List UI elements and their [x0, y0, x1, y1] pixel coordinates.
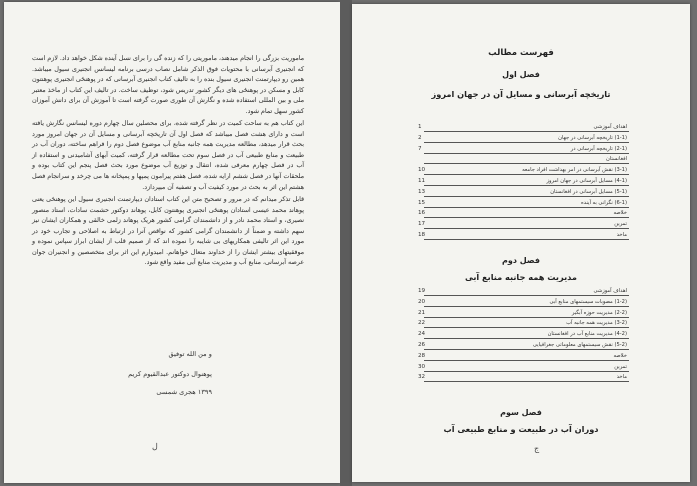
chapter2-title: مدیریت همه جانبه منابع آبی — [465, 272, 577, 282]
left-page-number: ل — [152, 442, 158, 451]
chapter2-toc-entry — [418, 318, 629, 328]
chapter3-title: دوران آب در طبیعت و منابع طبیعی آب — [443, 424, 599, 434]
chapter1-toc-entry — [418, 122, 629, 132]
toc-entry-label: اهداف آموزشی — [593, 124, 627, 130]
toc-entry-page-number: 20 — [418, 298, 426, 305]
chapter2-toc-entry — [418, 372, 629, 382]
closing-phrase: و من الله توفیق — [168, 350, 212, 358]
toc-entry-label: (3-1) نقش آبرسانی در امر بهداشت افراد جامعه — [522, 167, 627, 174]
toc-entry-page-number: 11 — [418, 178, 426, 184]
toc-entry-page-number: 22 — [418, 320, 426, 327]
toc-entry-label: (1-2) مصوبات سیستمهای منابع آبی — [549, 298, 627, 305]
toc-entry-label: ماخذ — [616, 374, 627, 381]
chapter2-toc-entry — [418, 297, 629, 307]
toc-entry-label: (4-1) مسایل آبرسانی در جهان امروز — [546, 178, 627, 184]
toc-entry-label: تمرین — [614, 221, 627, 228]
toc-entry-page-number: 30 — [418, 363, 426, 370]
toc-entry-label: (1-1) تاریخچه آبرسانی در جهان — [558, 134, 627, 141]
toc-entry-page-number: 2 — [418, 134, 422, 141]
chapter1-toc-entry — [418, 187, 629, 197]
chapter1-toc-entry — [418, 219, 629, 229]
toc-entry-label: (4-2) مدیریت منابع آب در افغانستان — [547, 331, 627, 338]
left-page — [4, 2, 340, 483]
toc-entry-label: تمرین — [614, 363, 627, 370]
toc-entry-page-number: 1 — [418, 124, 422, 130]
chapter1-toc-entry — [424, 154, 629, 164]
toc-entry-page-number: 21 — [418, 309, 426, 316]
chapter1-toc-entry — [418, 165, 629, 175]
toc-entry-page-number: 16 — [418, 210, 426, 217]
toc-entry-page-number: 26 — [418, 342, 426, 348]
toc-entry-page-number: 15 — [418, 199, 426, 206]
right-page — [352, 4, 690, 482]
toc-entry-label: (2-2) مدیریت حوزه آبگیر — [571, 309, 627, 316]
toc-entry-page-number: 18 — [418, 232, 426, 238]
toc-entry-label: افغانستان — [605, 156, 627, 163]
chapter1-toc-entry — [418, 144, 629, 154]
author-name: پوهنوال دوکتور عبدالقیوم کریم — [128, 370, 212, 378]
chapter2-toc-entry — [418, 362, 629, 372]
chapter2-toc-entry — [418, 308, 629, 318]
chapter2-toc-entry — [418, 351, 629, 361]
toc-entry-page-number: 7 — [418, 145, 422, 152]
toc-entry-label: ماخذ — [616, 232, 627, 238]
toc-entry-label: (3-2) مدیریت همه جانبه آب — [566, 320, 627, 327]
chapter1-toc-entry — [418, 230, 629, 240]
preface-paragraph-1: ماموریت بزرگی را انجام میدهند، ماموریتی را که زنده گی را برای نسل آینده شکل خواهد داد. لازم است که انجنیری آبرسانی با محتویات فوق الذکر شامل نصاب درسی برنامه لیسانس انجنیری سیول میباشد. همین رو دیپارتمنت انجنیری سیول بنده را به تالیف کتاب انجنیری آبرسانی که در پوهنځی انجنیری پوهنتون کابل و مسکن در پوهنځی های دیگر کشور تدریس شود، توظیف ساخت. در تالیف این کتاب از ماخذ معتبر ملی و بین المللی استفاده شده و نگارش آن طوری صورت گرفته است تا آموزش آن برای دانش آموزان کشور سهل تمام شود. — [32, 55, 304, 115]
toc-entry-label: (5-2) نقش سیستمهای معلوماتی جغرافیایی — [532, 342, 627, 348]
chapter1-toc-entry — [418, 198, 629, 208]
chapter2-toc-entry — [418, 286, 629, 296]
chapter1-toc-entry — [418, 208, 629, 218]
toc-entry-page-number: 32 — [418, 374, 426, 381]
preface-paragraph-2: این کتاب هم به ساحت کمیت در نظر گرفته شده، برای محصلین سال چهارم دوره لیسانس نگارش یافته است و دارای هشت فصل میباشد که فصل اول آن تاریخچه آبرسانی و مسایل آن در جهان امروز مورد بحث قرار میدهد، مطالعه مدیریت همه جانبه منابع آب موضوع فصل دوم را فراهم ساخته، دوران آب در طبیعت و منابع طبیعی آب در فصل سوم تحت مطالعه قرار گرفته، کمیت آبهای آشامیدنی و استفاده از آب در فصل چهارم معرفی شده، انتقال و توزیع آب موضوع مورد بحث فصل پنجم این کتاب بوده و ملحقات آنها در فصل ششم ارایه شده، فصل هفتم پیرامون پمپها و پمپخانه ها می چرخد و سرانجام فصل هشتم این اثر به بحث در مورد کیفیت آب و تصفیه آن میپردازد. — [32, 120, 304, 191]
toc-entry-label: خلاصه — [613, 352, 627, 359]
chapter2-toc-entry — [418, 329, 629, 339]
toc-entry-page-number: 13 — [418, 188, 426, 195]
toc-entry-label: اهداف آموزشی — [593, 288, 627, 294]
toc-entry-page-number: 24 — [418, 331, 426, 338]
toc-entry-label: (6-1) نگرانی به آینده — [581, 199, 627, 206]
chapter3-label: فصل سوم — [500, 408, 542, 417]
chapter1-toc-entry — [418, 133, 629, 143]
toc-entry-page-number: 19 — [418, 288, 426, 294]
toc-entry-page-number: 28 — [418, 352, 426, 359]
toc-entry-label: (5-1) مسایل آبرسانی در افغانستان — [550, 188, 627, 195]
preface-paragraph-3: قابل تذکر میدانم که در مرور و تصحیح متن این کتاب استادان دیپارتمنت انجنیری سیول این پوهنځی یعنی پوهاند محمد عیسی استادان پوهنځی انجنیری پوهنتون کابل، پوهاند دوکتور حشمت سادات، استاد منصور نصیری، و استاد محمد نادر و از دانشمندان گرامی کشور هریک پوهاند زلمی خالقی و همکاران ایشان نیز سهم داشته و ضمناً از دانشمندان گرامی کشور که نواقص آنرا در ارتباط به اصلاحی و تجارب خود در مورد این اثر تالیفی همکاریهای بی شایبه را نموده اند که از صمیم قلب از ایشان ابراز سپاس نموده و موفقیتهای بیشتر ایشان را از خداوند متعال خواهانم. امیدوارم این اثر برای متخصصین و انجنیران جوان عرصه آبرسانی، منابع آب و مدیریت منابع آبی مفید واقع شود. — [32, 196, 304, 267]
year-text: ۱۳۹۹ هجری شمسی — [156, 388, 212, 396]
toc-entry-label: (2-1) تاریخچه آبرسانی در — [570, 145, 627, 152]
page-gutter — [340, 0, 352, 486]
chapter1-toc-entry — [418, 176, 629, 186]
toc-entry-page-number: 17 — [418, 221, 426, 228]
preface-text — [32, 54, 304, 271]
chapter1-title: تاریخچه آبرسانی و مسایل آن در جهان امروز — [431, 89, 611, 99]
chapter1-label: فصل اول — [502, 70, 540, 79]
toc-entry-page-number: 10 — [418, 167, 426, 174]
toc-title: فهرست مطالب — [488, 48, 554, 58]
toc-entry-label: خلاصه — [613, 210, 627, 217]
chapter2-label: فصل دوم — [502, 256, 540, 265]
right-page-number: ج — [534, 444, 540, 453]
chapter2-toc-entry — [418, 340, 629, 350]
